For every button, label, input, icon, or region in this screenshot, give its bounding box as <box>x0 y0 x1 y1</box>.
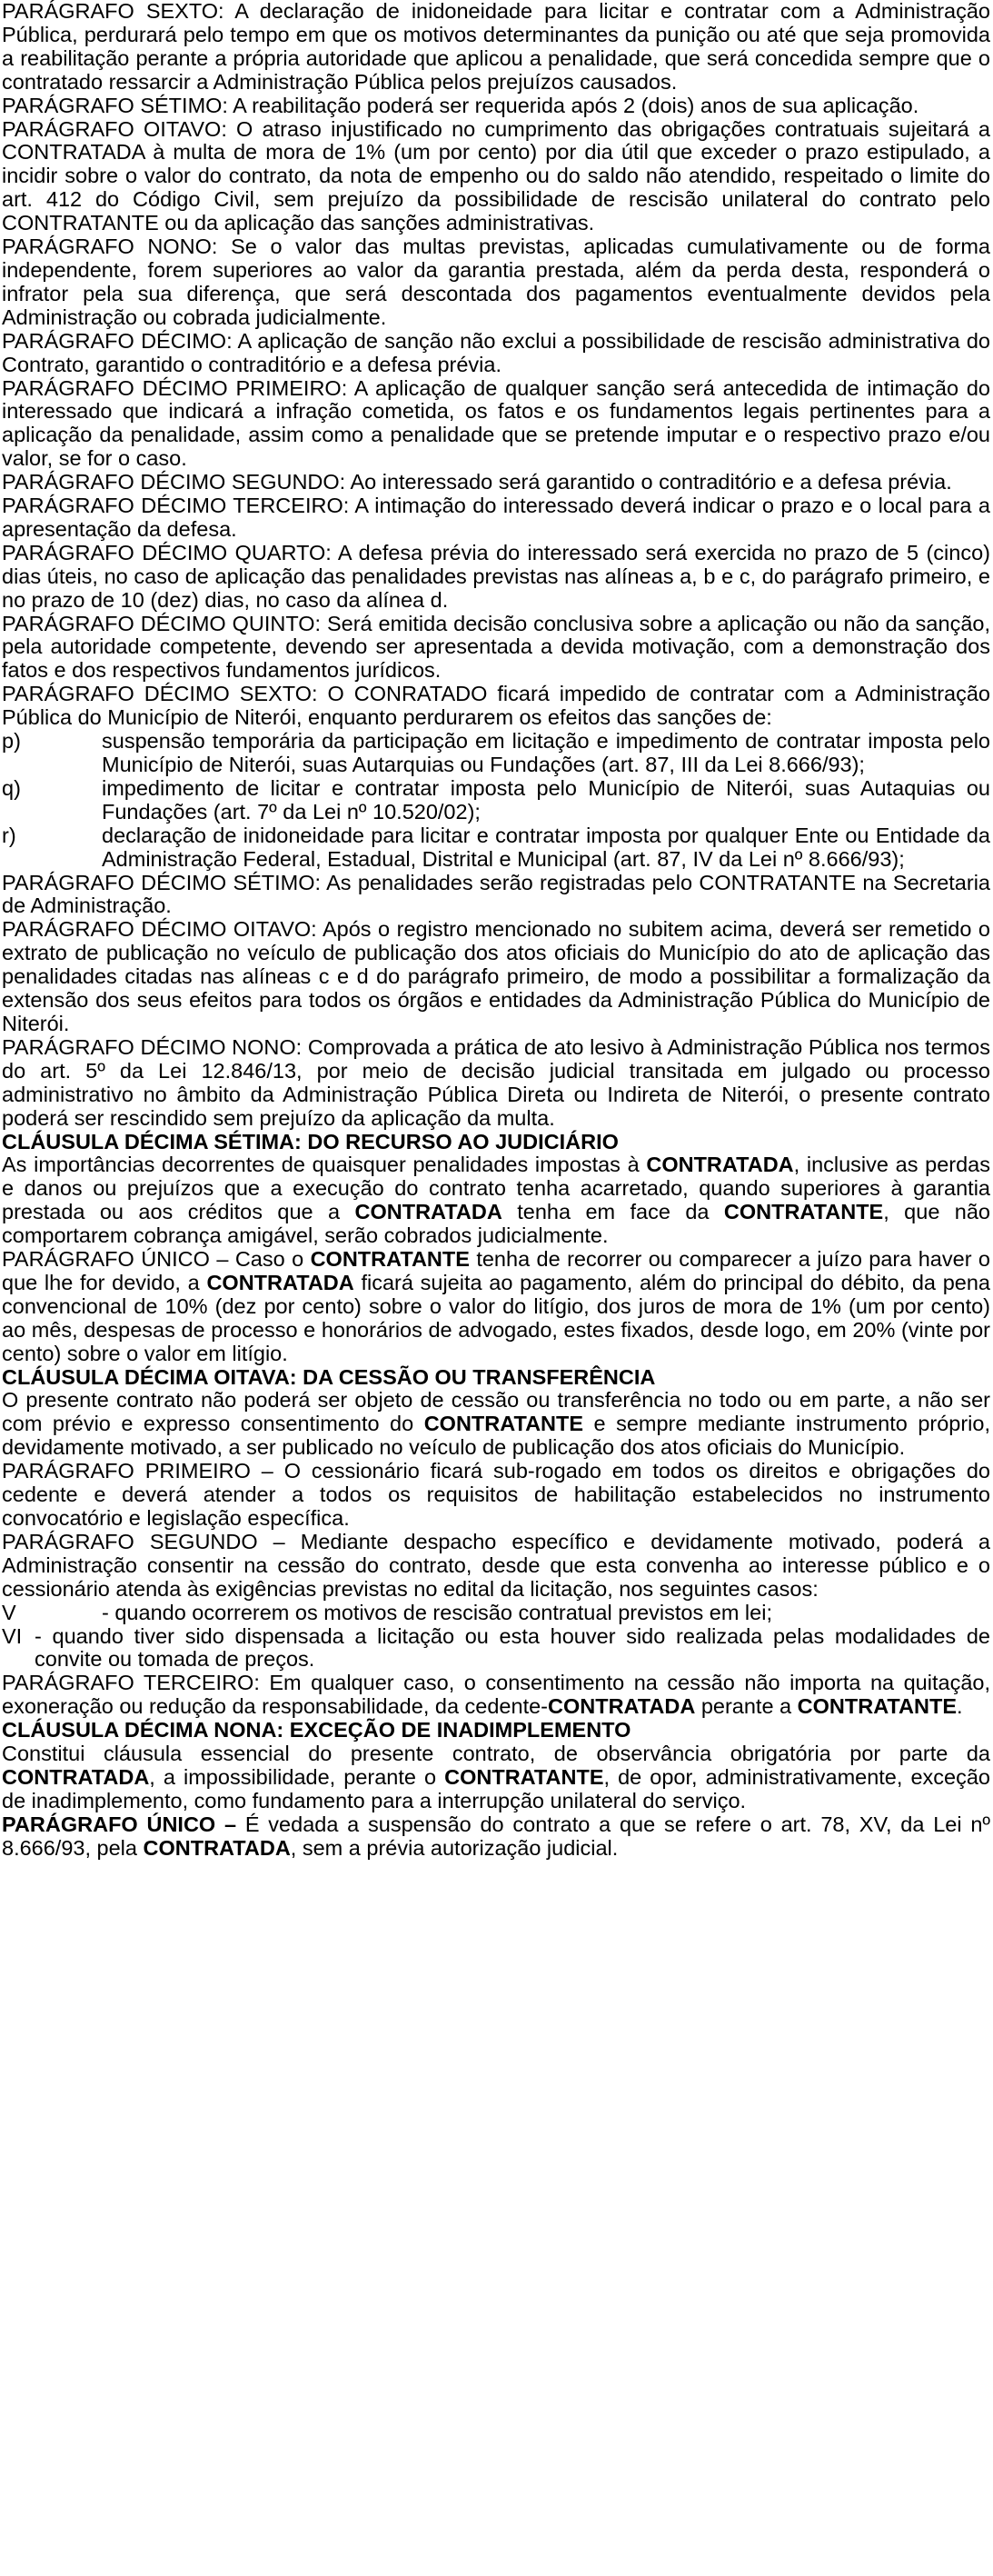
list-marker: p) <box>2 729 21 754</box>
text-run: . <box>957 1694 963 1719</box>
text-run: O presente contrato não poderá ser objeto de cessão ou transferência no todo ou em parte, a não ser com prévio e expresso consentimento do <box>2 1388 990 1436</box>
text-run: ficará sujeita ao pagamento, além do principal do débito, da pena convencional de 10% (dez por cento) sobre o valor do litígio, dos juros de mora de 1% (um por cento) ao mês, despesas de processo e honorários de advogado, estes fixados, desde logo, em 20% (vinte por cento) sobre o valor em litígio. <box>2 1270 990 1365</box>
paragraph-decimo-setimo: PARÁGRAFO DÉCIMO SÉTIMO: As penalidades serão registradas pelo CONTRATANTE na Secretaria de Administração. <box>2 870 990 918</box>
bold-term: CONTRATANTE <box>423 1412 584 1436</box>
text-run: PARÁGRAFO ÚNICO – Caso o <box>2 1247 311 1272</box>
text-run: , que não comportarem cobrança amigável, serão cobrados judicialmente. <box>2 1200 991 1248</box>
text-run: , a impossibilidade, perante o <box>149 1764 445 1789</box>
clause-18-heading: CLÁUSULA DÉCIMA OITAVA: DA CESSÃO OU TRANSFERÊNCIA <box>2 1364 656 1389</box>
clause-18-paragrafo-segundo: PARÁGRAFO SEGUNDO – Mediante despacho específico e devidamente motivado, poderá a Administração consentir na cessão do contrato, desde que esta convenha ao interesse público e o cessionário atenda às exigências previstas no edital da licitação, nos seguintes casos: <box>2 1529 990 1601</box>
text-run: tenha de recorrer ou comparecer a juízo para haver o que lhe for devido, a <box>2 1247 990 1294</box>
bold-term: CONTRATANTE <box>310 1247 470 1272</box>
text-run: , de opor, administrativamente, exceção de inadimplemento, como fundamento para a interrupção unilateral do serviço. <box>2 1764 990 1812</box>
clause-18-paragrafo-terceiro <box>2 1672 990 1719</box>
clause-18-body <box>2 1389 990 1460</box>
paragraph-sexto: PARÁGRAFO SEXTO: A declaração de inidoneidade para licitar e contratar com a Administração Pública, perdurará pelo tempo em que os motivos determinantes da punição ou até que seja promovida a reabilitação perante a própria autoridade que aplicou a penalidade, que será concedida sempre que o contratado ressarcir a Administração Pública pelos prejuízos causados. <box>2 0 990 94</box>
paragraph-decimo-quarto: PARÁGRAFO DÉCIMO QUARTO: A defesa prévia do interessado será exercida no prazo de 5 (cinco) dias úteis, no caso de aplicação das penalidades previstas nas alíneas a, b e c, do parágrafo primeiro, e no prazo de 10 (dez) dias, no caso da alínea d. <box>2 540 990 612</box>
bold-term: CONTRATADA <box>143 1835 291 1860</box>
text-run: e sempre mediante instrumento próprio, devidamente motivado, a ser publicado no veículo de publicação dos atos oficiais do Município. <box>2 1412 990 1460</box>
list-text: suspensão temporária da participação em licitação e impedimento de contratar imposta pelo Município de Niterói, suas Autarquias ou Fundações (art. 87, III da Lei 8.666/93); <box>102 729 990 776</box>
bold-term: CONTRATADA <box>548 1694 696 1719</box>
paragraph-decimo: PARÁGRAFO DÉCIMO: A aplicação de sanção não exclui a possibilidade de rescisão administrativa do Contrato, garantido o contraditório e a defesa prévia. <box>2 328 990 376</box>
clause-19-body <box>2 1742 990 1813</box>
clause-18-paragrafo-primeiro: PARÁGRAFO PRIMEIRO – O cessionário ficará sub-rogado em todos os direitos e obrigações do cedente e deverá atender a todos os requisitos de habilitação estabelecidos no instrumento convocatório e legislação específica. <box>2 1459 990 1530</box>
bold-term: CONTRATADA <box>646 1153 794 1177</box>
clause-17-body <box>2 1153 990 1248</box>
clause-17-heading: CLÁUSULA DÉCIMA SÉTIMA: DO RECURSO AO JUDICIÁRIO <box>2 1129 619 1153</box>
paragraph-decimo-sexto: PARÁGRAFO DÉCIMO SEXTO: O CONRATADO ficará impedido de contratar com a Administração Pública do Município de Niterói, enquanto perdurarem os efeitos das sanções de: <box>2 682 990 730</box>
bold-term: CONTRATADA <box>354 1200 502 1224</box>
list-marker: r) <box>2 823 16 847</box>
text-run: , inclusive as perdas e danos ou prejuízos que a execução do contrato tenha acarretado, quando superiores à garantia prestada ou aos créditos que a <box>2 1153 990 1224</box>
list-marker: V <box>2 1600 16 1624</box>
text-run: tenha em face da <box>501 1200 724 1224</box>
list-marker: q) <box>2 775 21 800</box>
text-run: perante a <box>695 1694 798 1719</box>
text-run: PARÁGRAFO TERCEIRO: Em qualquer caso, o consentimento na cessão não importa na quitação, exoneração ou redução da responsabilidade, da cedente- <box>2 1671 990 1719</box>
list-text: impedimento de licitar e contratar imposta pelo Município de Niterói, suas Autaquias ou Fundações (art. 7º da Lei nº 10.520/02); <box>102 775 990 824</box>
contract-document <box>2 0 990 1861</box>
paragraph-setimo: PARÁGRAFO SÉTIMO: A reabilitação poderá ser requerida após 2 (dois) anos de sua aplicação. <box>2 93 919 117</box>
paragraph-decimo-nono: PARÁGRAFO DÉCIMO NONO: Comprovada a prática de ato lesivo à Administração Pública nos termos do art. 5º da Lei 12.846/13, por meio de decisão judicial transitada em julgado ou processo administrativo no âmbito da Administração Pública Direta ou Indireta de Niterói, o presente contrato poderá ser rescindido sem prejuízo da aplicação da multa. <box>2 1034 990 1130</box>
list-item-v <box>2 1602 990 1625</box>
text-run: É vedada a suspensão do contrato a que se refere o art. 78, XV, da Lei nº 8.666/93, pela <box>2 1812 991 1860</box>
paragraph-nono: PARÁGRAFO NONO: Se o valor das multas previstas, aplicadas cumulativamente ou de forma independente, forem superiores ao valor da garantia prestada, além da perda desta, responderá o infrator pela sua diferença, que será descontada dos pagamentos eventualmente devidos pela Administração ou cobrada judicialmente. <box>2 235 990 329</box>
clause-19-paragrafo-unico <box>2 1813 990 1861</box>
list-marker: VI <box>2 1623 23 1648</box>
bold-term: PARÁGRAFO ÚNICO – <box>2 1812 237 1836</box>
list-item-p <box>2 730 990 777</box>
list-item-vi <box>2 1625 990 1672</box>
paragraph-decimo-quinto: PARÁGRAFO DÉCIMO QUINTO: Será emitida decisão conclusiva sobre a aplicação ou não da sanção, pela autoridade competente, devendo ser apresentada a devida motivação, com a demonstração dos fatos e dos respectivos fundamentos jurídicos. <box>2 611 990 683</box>
paragraph-decimo-terceiro: PARÁGRAFO DÉCIMO TERCEIRO: A intimação do interessado deverá indicar o prazo e o local para a apresentação da defesa. <box>2 494 990 541</box>
paragraph-decimo-primeiro: PARÁGRAFO DÉCIMO PRIMEIRO: A aplicação de qualquer sanção será antecedida de intimação do interessado que indicará a infração cometida, os fatos e os fundamentos legais pertinentes para a aplicação da penalidade, assim como a penalidade que se pretende imputar e o respectivo prazo e/ou valor, se for o caso. <box>2 375 990 471</box>
text-run: As importâncias decorrentes de quaisquer penalidades impostas à <box>2 1153 647 1177</box>
text-run: , sem a prévia autorização judicial. <box>290 1835 619 1860</box>
list-item-q <box>2 777 990 824</box>
bold-term: CONTRATANTE <box>797 1694 958 1719</box>
clause-17-paragrafo-unico <box>2 1248 990 1366</box>
bold-term: CONTRATANTE <box>723 1200 884 1224</box>
paragraph-oitavo: PARÁGRAFO OITAVO: O atraso injustificado no cumprimento das obrigações contratuais sujeitará a CONTRATADA à multa de mora de 1% (um por cento) por dia útil que exceder o prazo estipulado, a incidir sobre o valor do contrato, da nota de empenho ou do saldo não atendido, respeitado o limite do art. 412 do Código Civil, sem prejuízo da possibilidade de rescisão unilateral do contrato pelo CONTRATANTE ou da aplicação das sanções administrativas. <box>2 116 990 235</box>
bold-term: CONTRATADA <box>206 1270 354 1294</box>
bold-term: CONTRATADA <box>2 1764 150 1789</box>
list-text: - quando tiver sido dispensada a licitação ou esta houver sido realizada pelas modalidades de convite ou tomada de preços. <box>35 1623 990 1672</box>
list-text: declaração de inidoneidade para licitar e contratar imposta por qualquer Ente ou Entidade da Administração Federal, Estadual, Distrital e Municipal (art. 87, IV da Lei nº 8.666/93); <box>102 823 990 871</box>
bold-term: CONTRATANTE <box>444 1764 604 1789</box>
list-item-r <box>2 824 990 872</box>
paragraph-decimo-oitavo: PARÁGRAFO DÉCIMO OITAVO: Após o registro mencionado no subitem acima, deverá ser remetido o extrato de publicação no veículo de publicação dos atos oficiais do Município do ato de aplicação das penalidades citadas nas alíneas c e d do parágrafo primeiro, de modo a possibilitar a formalização da extensão dos seus efeitos para todos os órgãos e entidades da Administração Pública do Município de Niterói. <box>2 917 990 1035</box>
paragraph-decimo-segundo: PARÁGRAFO DÉCIMO SEGUNDO: Ao interessado será garantido o contraditório e a defesa prévia. <box>2 470 952 494</box>
clause-19-heading: CLÁUSULA DÉCIMA NONA: EXCEÇÃO DE INADIMPLEMENTO <box>2 1718 631 1742</box>
list-text: - quando ocorrerem os motivos de rescisão contratual previstos em lei; <box>102 1600 772 1624</box>
text-run: Constitui cláusula essencial do presente contrato, de observância obrigatória por parte da <box>2 1742 990 1766</box>
